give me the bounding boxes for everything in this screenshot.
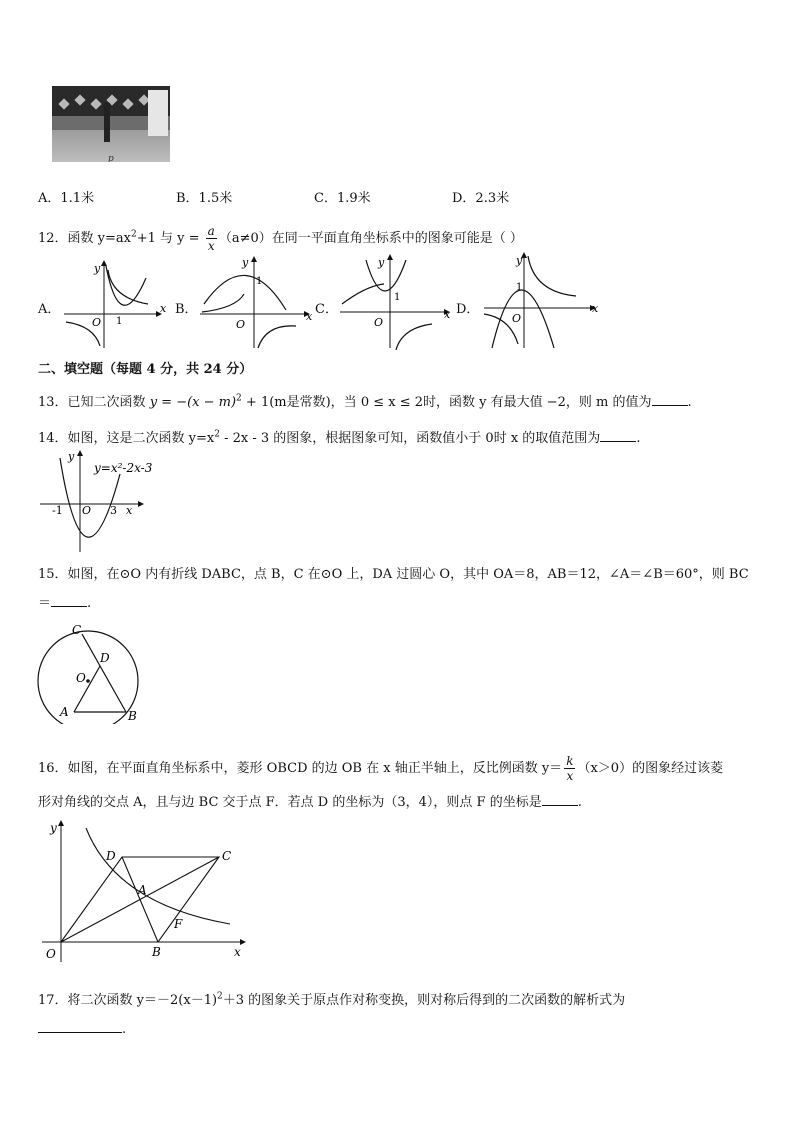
label-b: B — [128, 709, 137, 723]
axis-y: y — [50, 821, 57, 835]
origin: O — [92, 316, 102, 329]
axis-x: x — [160, 302, 167, 315]
origin: O — [374, 316, 384, 329]
axis-x: x — [126, 504, 133, 517]
label-a: A — [138, 883, 147, 897]
tick-one: 1 — [516, 282, 523, 293]
q12-graph-b — [196, 254, 314, 350]
answer-blank[interactable] — [51, 606, 87, 607]
q12-letter-c: C． — [315, 302, 338, 317]
question-13-text: 13．已知二次函数 $y = -(x - m)^2 + 1(m$是常数)，当 0 ≤ x ≤ 2时，函数 y 有最大值 −2，则 m 的值为 . — [38, 393, 692, 410]
q12-letter-b: B． — [175, 302, 198, 317]
axis-x: x — [444, 308, 451, 321]
label-o: O — [46, 947, 56, 961]
answer-blank[interactable] — [652, 405, 688, 406]
fraction-k-over-x: $\frac{k}{x}$ — [566, 754, 574, 783]
axis-y: y — [516, 254, 523, 267]
photo-scene — [52, 86, 170, 162]
axis-y: y — [68, 450, 75, 463]
question-11-photo — [52, 86, 170, 162]
label-c: C — [72, 623, 82, 637]
axis-y: y — [242, 256, 249, 269]
q12-letter-a: A． — [38, 302, 61, 317]
q15-circle-figure — [36, 620, 142, 724]
q12-graph-d — [480, 252, 604, 350]
label-d: D — [100, 651, 110, 665]
tick-one: 1 — [394, 292, 401, 303]
q14-graph — [38, 448, 156, 552]
q12-letter-d: D． — [456, 302, 480, 317]
question-12-text: 12．函数 $y=ax^2+1$ 与 y = $\frac{a}{x}$ （a≠0）在同一平面直角坐标系中的图象可能是（ ） — [38, 224, 523, 253]
section-heading-fill-in: 二、填空题（每题 4 分，共 24 分） — [38, 362, 253, 377]
option-c: C．1.9米 — [314, 191, 371, 206]
origin: O — [82, 504, 92, 517]
axis-x: x — [592, 302, 599, 315]
question-16-text-line2: 形对角线的交点 A，且与边 BC 交于点 F．若点 D 的坐标为（3，4），则点 F 的坐标是 . — [38, 795, 582, 810]
option-d: D．2.3米 — [452, 191, 510, 206]
tick-one: 1 — [256, 276, 263, 287]
q12-graph-c — [336, 254, 454, 350]
q12-graph-a — [60, 258, 170, 350]
graph-label: y=x²-2x-3 — [94, 461, 153, 475]
axis-y: y — [94, 262, 101, 275]
label-o: O — [76, 671, 86, 685]
question-16-text-line1: 16．如图，在平面直角坐标系中，菱形 OBCD 的边 OB 在 x 轴正半轴上，反比例函数 y＝ $\frac{k}{x}$ （x＞0）的图象经过该菱 — [38, 754, 724, 783]
tick-one: 1 — [116, 316, 123, 327]
answer-blank[interactable] — [542, 805, 578, 806]
answer-blank[interactable] — [600, 441, 636, 442]
question-17-text-line2: . — [38, 1022, 126, 1037]
origin: O — [512, 312, 522, 325]
label-a: A — [60, 705, 69, 719]
label-b: B — [152, 945, 161, 959]
question-15-text-line1: 15．如图，在⊙O 内有折线 DABC，点 B，C 在⊙O 上，DA 过圆心 O，其中 OA＝8，AB＝12，∠A＝∠B＝60°，则 BC — [38, 567, 749, 582]
fraction-a-over-x: $\frac{a}{x}$ — [207, 224, 215, 253]
option-b: B．1.5米 — [176, 191, 233, 206]
photo-label-p: p — [108, 154, 114, 162]
label-c: C — [222, 849, 232, 863]
tick-3: 3 — [110, 504, 117, 517]
option-a: A．1.1米 — [38, 191, 95, 206]
q16-rhombus-figure — [40, 818, 252, 964]
question-14-text: 14．如图，这是二次函数 $y=x^2 - 2x - 3$ 的图象，根据图象可知，函数值小于 0时 x 的取值范围为 . — [38, 429, 641, 446]
axis-x: x — [306, 310, 313, 323]
axis-y: y — [378, 256, 385, 269]
answer-blank[interactable] — [38, 1032, 122, 1033]
question-15-text-line2: ＝ . — [38, 596, 92, 611]
question-17-text-line1: 17．将二次函数 $y=-2(x-1)^2+3$ 的图象关于原点作对称变换，则对称后得到的二次函数的解析式为 — [38, 991, 626, 1008]
tick-neg1: -1 — [52, 504, 63, 517]
axis-x: x — [234, 945, 241, 959]
origin: O — [236, 318, 246, 331]
label-f: F — [174, 917, 183, 931]
label-d: D — [106, 849, 116, 863]
